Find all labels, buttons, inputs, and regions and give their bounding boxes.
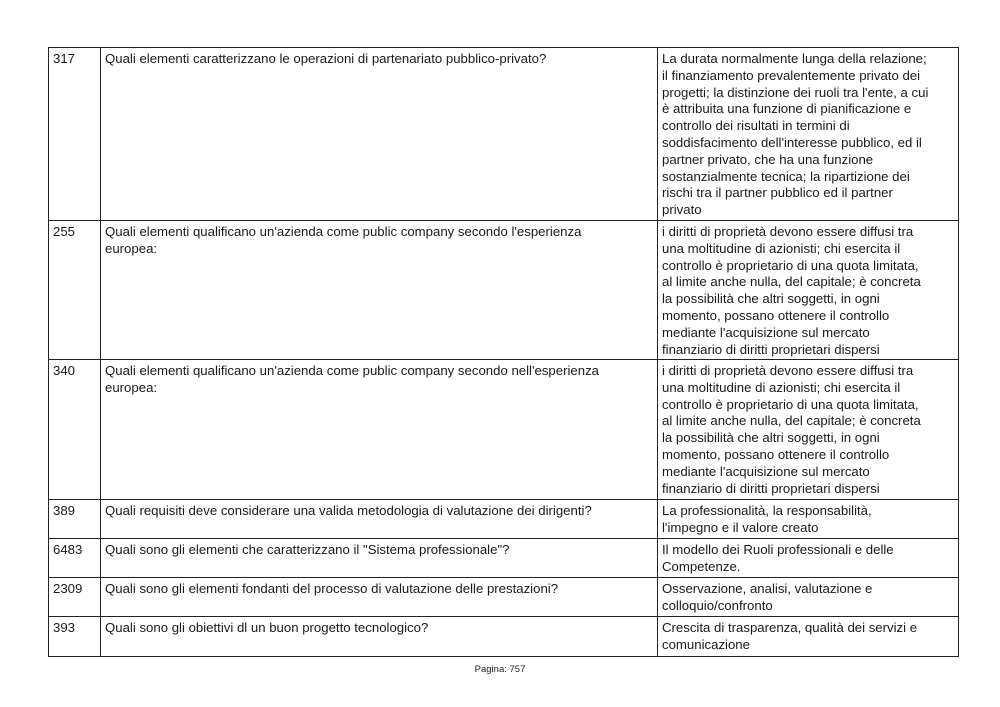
table-row xyxy=(49,539,959,578)
answer-line: una moltitudine di azionisti; chi esercita il xyxy=(662,379,901,395)
answer-text xyxy=(658,221,959,360)
answer-line: controllo è proprietario di una quota limitata, xyxy=(662,396,919,412)
table-row xyxy=(49,500,959,539)
answer-line: sostanzialmente tecnica; la ripartizione dei xyxy=(662,168,910,184)
answer-line: mediante l'acquisizione sul mercato xyxy=(662,324,870,340)
question-text: Quali sono gli elementi che caratterizzano il "Sistema professionale"? xyxy=(101,539,658,578)
answer-text xyxy=(658,539,959,578)
question-id: 2309 xyxy=(49,578,101,617)
question-text: Quali sono gli obiettivi dl un buon progetto tecnologico? xyxy=(101,617,658,657)
answer-line: i diritti di proprietà devono essere diffusi tra xyxy=(662,224,914,239)
answer-text xyxy=(658,617,959,657)
question-id: 6483 xyxy=(49,539,101,578)
answer-line: l'impegno e il valore creato xyxy=(662,519,819,535)
answer-line: una moltitudine di azionisti; chi esercita il xyxy=(662,240,901,256)
question-id: 389 xyxy=(49,500,101,539)
answer-line: mediante l'acquisizione sul mercato xyxy=(662,463,870,479)
question-line: europea: xyxy=(105,379,158,395)
table-row xyxy=(49,360,959,500)
answer-line: la possibilità che altri soggetti, in ogni xyxy=(662,430,880,446)
question-text xyxy=(101,221,658,360)
question-id: 317 xyxy=(49,48,101,221)
question-text xyxy=(101,360,658,500)
table-row xyxy=(49,578,959,617)
question-text: Quali elementi caratterizzano le operazioni di partenariato pubblico-privato? xyxy=(101,48,658,221)
answer-line: Crescita di trasparenza, qualità dei servizi e xyxy=(662,620,918,635)
answer-line: momento, possano ottenere il controllo xyxy=(662,307,890,323)
answer-line: progetti; la distinzione dei ruoli tra l'ente, a cui xyxy=(662,84,929,100)
answer-line: colloquio/confronto xyxy=(662,597,773,613)
answer-line: Il modello dei Ruoli professionali e delle xyxy=(662,542,894,557)
answer-line: finanziario di diritti proprietari dispersi xyxy=(662,341,880,357)
answer-line: al limite anche nulla, del capitale; è concreta xyxy=(662,274,921,290)
answer-line: è attribuita una funzione di pianificazione e xyxy=(662,101,912,117)
answer-line: momento, possano ottenere il controllo xyxy=(662,446,890,462)
question-id: 340 xyxy=(49,360,101,500)
question-text: Quali requisiti deve considerare una valida metodologia di valutazione dei dirigenti? xyxy=(101,500,658,539)
answer-line: i diritti di proprietà devono essere diffusi tra xyxy=(662,363,914,378)
table-row xyxy=(49,48,959,221)
answer-line: Competenze. xyxy=(662,558,741,574)
answer-line: controllo è proprietario di una quota limitata, xyxy=(662,257,919,273)
question-line: Quali elementi qualificano un'azienda come public company secondo l'esperienza xyxy=(105,224,582,239)
question-id: 393 xyxy=(49,617,101,657)
question-line: Quali elementi qualificano un'azienda come public company secondo nell'esperienza xyxy=(105,363,600,378)
answer-line: la possibilità che altri soggetti, in ogni xyxy=(662,291,880,307)
question-line: europea: xyxy=(105,240,158,256)
answer-line: La durata normalmente lunga della relazione; xyxy=(662,51,927,66)
answer-line: rischi tra il partner pubblico ed il partner xyxy=(662,185,893,201)
answer-line: finanziario di diritti proprietari dispersi xyxy=(662,480,880,496)
table-row xyxy=(49,221,959,360)
answer-line: Osservazione, analisi, valutazione e xyxy=(662,581,873,596)
answer-line: La professionalità, la responsabilità, xyxy=(662,503,872,518)
answer-text xyxy=(658,578,959,617)
question-id: 255 xyxy=(49,221,101,360)
answer-line: controllo dei risultati in termini di xyxy=(662,118,850,134)
answer-line: soddisfacimento dell'interesse pubblico, ed il xyxy=(662,134,922,150)
answer-line: partner privato, che ha una funzione xyxy=(662,151,874,167)
answer-text xyxy=(658,360,959,500)
qa-table xyxy=(48,47,959,657)
answer-text xyxy=(658,48,959,221)
question-text: Quali sono gli elementi fondanti del processo di valutazione delle prestazioni? xyxy=(101,578,658,617)
answer-line: il finanziamento prevalentemente privato dei xyxy=(662,67,921,83)
answer-line: privato xyxy=(662,202,702,218)
answer-line: al limite anche nulla, del capitale; è concreta xyxy=(662,413,921,429)
answer-text xyxy=(658,500,959,539)
page-number: Pagina: 757 xyxy=(474,664,526,675)
answer-line: comunicazione xyxy=(662,636,750,652)
table-row xyxy=(49,617,959,657)
